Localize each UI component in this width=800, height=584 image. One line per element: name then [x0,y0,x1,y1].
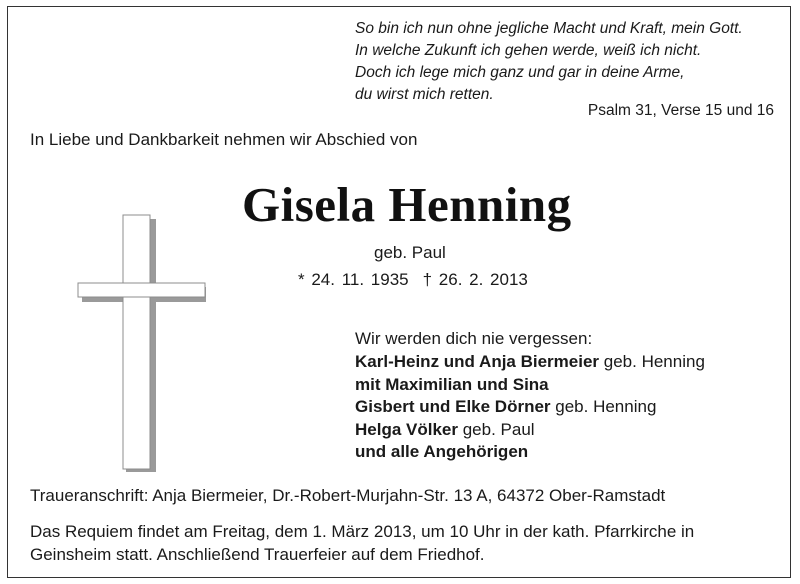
mourner-line [355,374,705,396]
mourner-name: Gisbert und Elke Dörner [355,397,551,417]
mourner-line [355,441,705,463]
requiem-notice [30,520,775,566]
mourner-note: geb. Henning [599,352,705,372]
mourner-name: und alle Angehörigen [355,442,529,462]
verse-line: du wirst mich retten. [355,86,494,103]
mourner-note: geb. Paul [458,419,535,439]
life-dates [298,270,528,290]
mourner-name: mit Maximilian und Sina [355,374,549,394]
verse-line: Doch ich lege mich ganz und gar in deine Arme, [355,64,685,81]
death-date: † 26. 2. 2013 [422,270,528,289]
verse-line: In welche Zukunft ich gehen werde, weiß ich nicht. [355,42,702,59]
mourner-line [355,419,705,441]
mourner-line [355,351,705,373]
requiem-line: Das Requiem findet am Freitag, dem 1. März 2013, um 10 Uhr in der kath. Pfarrkirche in [30,522,695,541]
verse-source: Psalm 31, Verse 15 und 16 [587,102,774,119]
mourner-note: geb. Henning [550,397,657,417]
maiden-name: geb. Paul [374,243,446,262]
mourners-lead: Wir werden dich nie vergessen: [355,329,593,348]
mourners-list [355,328,705,463]
birth-date: * 24. 11. 1935 [298,270,409,289]
psalm-verse [355,18,785,106]
intro-text: In Liebe und Dankbarkeit nehmen wir Abschied von [30,130,418,149]
latin-cross-icon [74,212,214,474]
verse-line: So bin ich nun ohne jegliche Macht und Kraft, mein Gott. [355,20,743,37]
mourner-name: Helga Völker [355,419,458,439]
requiem-line: Geinsheim statt. Anschließend Trauerfeier auf dem Friedhof. [30,545,485,564]
mourner-line [355,396,705,418]
mourner-name: Karl-Heinz und Anja Biermeier [355,352,600,372]
mourning-address: Traueranschrift: Anja Biermeier, Dr.-Robert-Murjahn-Str. 13 A, 64372 Ober-Ramstadt [30,486,666,505]
deceased-name: Gisela Henning [242,177,572,232]
